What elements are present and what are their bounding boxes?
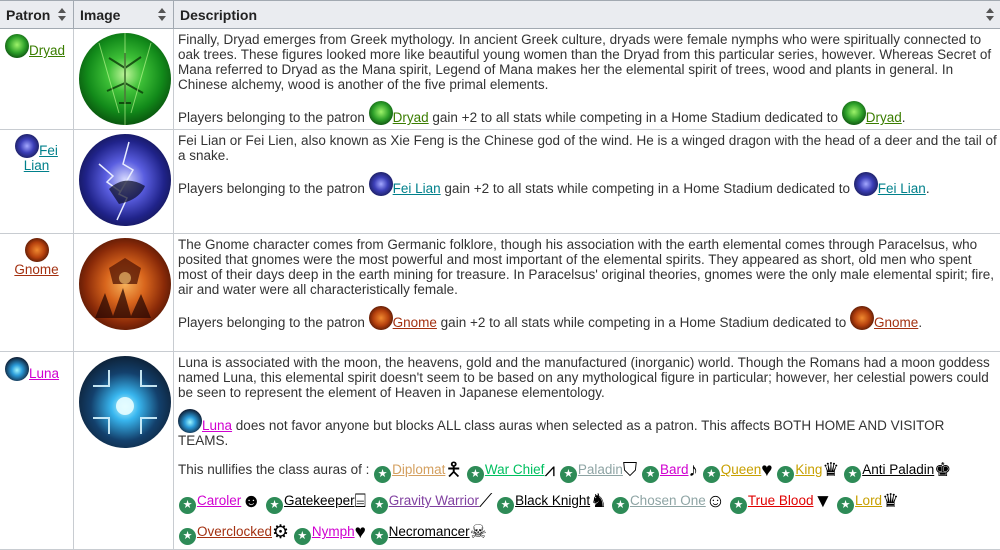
fei-lian-icon[interactable]	[854, 172, 878, 196]
patron-link-fei-lian[interactable]: Fei Lian	[393, 181, 441, 196]
fei-lian-portrait[interactable]	[79, 134, 171, 226]
aura-link[interactable]: Lord	[855, 493, 882, 508]
patron-link-luna[interactable]: Luna	[29, 366, 59, 381]
column-header-description[interactable]: Description	[174, 1, 1000, 29]
image-cell	[74, 234, 174, 352]
person-icon[interactable]: 🯅	[445, 463, 462, 478]
wing-icon[interactable]: ⩘	[544, 463, 555, 478]
stadium-link-fei-lian[interactable]: Fei Lian	[878, 181, 926, 196]
star-icon: ★	[844, 466, 861, 483]
star-icon: ★	[371, 528, 388, 545]
patron-cell	[0, 234, 74, 352]
spiky-crown-icon[interactable]: ♚	[934, 463, 951, 478]
aura-item	[641, 462, 698, 477]
aura-item	[776, 462, 839, 477]
aura-item	[370, 493, 493, 508]
star-icon: ★	[374, 466, 391, 483]
aura-link[interactable]: True Blood	[748, 493, 814, 508]
aura-item	[836, 493, 899, 508]
table-row	[0, 29, 1000, 130]
table-row	[0, 130, 1000, 234]
table-row	[0, 352, 1000, 550]
star-icon: ★	[730, 497, 747, 514]
description-cell	[174, 234, 1000, 352]
aura-link[interactable]: War Chief	[485, 462, 545, 477]
heart-icon[interactable]: ♥	[761, 463, 772, 478]
mask-icon[interactable]: ☻	[241, 494, 261, 509]
blood-icon[interactable]: ▼	[813, 494, 832, 509]
dryad-icon[interactable]	[842, 101, 866, 125]
gnome-figure-icon	[79, 238, 171, 330]
dryad-icon[interactable]	[5, 34, 29, 58]
star-icon: ★	[497, 497, 514, 514]
gnome-portrait[interactable]	[79, 238, 171, 330]
patron-link-fei-lian[interactable]: Fei Lian	[24, 143, 58, 173]
patron-cell	[0, 352, 74, 550]
gnome-icon[interactable]	[369, 306, 393, 330]
image-cell	[74, 29, 174, 130]
aura-item	[370, 524, 487, 539]
aura-link[interactable]: Overclocked	[197, 524, 272, 539]
star-icon: ★	[837, 497, 854, 514]
bonus-text: Players belonging to the patron Gnome gain +2 to all stats while competing in a Home Stadium dedicated to Gnome.	[178, 306, 997, 330]
luna-portrait[interactable]	[79, 356, 171, 448]
stadium-link-gnome[interactable]: Gnome	[874, 315, 918, 330]
horse-icon[interactable]: ♞	[590, 494, 607, 509]
sort-icon[interactable]	[986, 8, 995, 21]
lightning-icon	[79, 134, 171, 226]
aura-link[interactable]: Bard	[660, 462, 689, 477]
aura-item	[496, 493, 607, 508]
crown-icon[interactable]: ♛	[822, 463, 839, 478]
patron-link-luna[interactable]: Luna	[202, 418, 232, 433]
sort-icon[interactable]	[58, 8, 67, 21]
dryad-icon[interactable]	[369, 101, 393, 125]
skull-icon[interactable]: ☠	[470, 525, 487, 540]
aura-item	[178, 493, 261, 508]
gnome-icon[interactable]	[25, 238, 49, 262]
aura-item	[265, 493, 366, 508]
stadium-link-dryad[interactable]: Dryad	[866, 110, 902, 125]
table-row	[0, 234, 1000, 352]
aura-item	[466, 462, 555, 477]
aura-link[interactable]: Caroler	[197, 493, 241, 508]
column-header-patron[interactable]: Patron	[0, 1, 74, 29]
star-icon: ★	[371, 497, 388, 514]
image-cell	[74, 130, 174, 234]
aura-list	[178, 454, 997, 547]
gate-icon[interactable]: ⌸	[355, 494, 366, 509]
patron-link-gnome[interactable]: Gnome	[393, 315, 437, 330]
dryad-figure-icon	[79, 33, 171, 125]
aura-item	[729, 493, 832, 508]
bonus-text: Players belonging to the patron Dryad gain +2 to all stats while competing in a Home Stadium dedicated to Dryad.	[178, 101, 997, 125]
star-icon: ★	[467, 466, 484, 483]
sort-icon[interactable]	[158, 8, 167, 21]
aura-link[interactable]: Black Knight	[515, 493, 590, 508]
aura-item	[293, 524, 366, 539]
sword-icon[interactable]: ⟋	[479, 494, 492, 509]
aura-intro-text: This nullifies the class auras of :	[178, 462, 373, 477]
aura-link[interactable]: Necromancer	[389, 524, 470, 539]
face-icon[interactable]: ☺	[706, 494, 725, 509]
shield-icon[interactable]: ⛉	[623, 463, 637, 478]
description-text: Fei Lian or Fei Lien, also known as Xie Feng is the Chinese god of the wind. He is a winged dragon with the head of a deer and the tail of a snake.	[178, 133, 997, 163]
luna-emblem-icon	[79, 356, 171, 448]
star-icon: ★	[703, 466, 720, 483]
patron-link-dryad[interactable]: Dryad	[29, 43, 65, 58]
star-icon: ★	[777, 466, 794, 483]
star-icon: ★	[642, 466, 659, 483]
aura-item	[178, 524, 289, 539]
luna-icon[interactable]	[5, 357, 29, 381]
fei-lian-icon[interactable]	[15, 134, 39, 158]
description-cell	[174, 352, 1000, 550]
description-text: Finally, Dryad emerges from Greek mythology. In ancient Greek culture, dryads were female nymphs who were spiritually connected to oak trees. These figures looked more like beautiful young women than the Dryad from this particular series, however. Whereas Secret of Mana referred to Dryad as the Mana spirit, Legend of Mana makes her the elemental spirit of trees, wood and plants in general. In Chinese alchemy, wood is another of the five primal elements.	[178, 32, 997, 92]
aura-link[interactable]: Paladin	[578, 462, 623, 477]
aura-item	[559, 462, 637, 477]
column-header-image[interactable]: Image	[74, 1, 174, 29]
crown-icon[interactable]: ♛	[882, 494, 899, 509]
description-text: Luna is associated with the moon, the heavens, gold and the manufactured (inorganic) world. Though the Romans had a moon goddess named Luna, this elemental spirit doesn't seem to be based on any mythological figure in particular; however, her celestial powers could be seen to represent the element of Heaven in Japanese elementology.	[178, 355, 997, 400]
gnome-icon[interactable]	[850, 306, 874, 330]
star-icon: ★	[266, 497, 283, 514]
heart-icon[interactable]: ♥	[355, 525, 366, 540]
description-cell	[174, 29, 1000, 130]
aura-link[interactable]: King	[795, 462, 822, 477]
guitar-icon[interactable]: ♪	[688, 463, 698, 478]
aura-link[interactable]: Queen	[721, 462, 762, 477]
patron-cell	[0, 29, 74, 130]
patron-link-dryad[interactable]: Dryad	[393, 110, 429, 125]
aura-item	[702, 462, 773, 477]
dryad-portrait[interactable]	[79, 33, 171, 125]
aura-link[interactable]: Gatekeeper	[284, 493, 355, 508]
patron-link-gnome[interactable]: Gnome	[14, 262, 58, 277]
description-cell	[174, 130, 1000, 234]
star-icon: ★	[179, 497, 196, 514]
luna-icon[interactable]	[178, 409, 202, 433]
image-cell	[74, 352, 174, 550]
fei-lian-icon[interactable]	[369, 172, 393, 196]
aura-link[interactable]: Nymph	[312, 524, 355, 539]
star-icon: ★	[294, 528, 311, 545]
aura-item	[843, 462, 951, 477]
description-text: The Gnome character comes from Germanic folklore, though his association with the earth elemental comes through Paracelsus, who posited that gnomes were the most powerful and most important of the elemental spirits. They appeared as short, old men who spent most of their days deep in the earth mining for treasure. In Paracelsus' original theories, gnomes were the only male elemental spirit; fire, air and water were all characteristically female.	[178, 237, 997, 297]
aura-link[interactable]: Anti Paladin	[862, 462, 934, 477]
star-icon: ★	[179, 528, 196, 545]
aura-link[interactable]: Gravity Warrior	[389, 493, 479, 508]
aura-link[interactable]: Diplomat	[392, 462, 445, 477]
aura-link[interactable]: Chosen One	[630, 493, 706, 508]
aura-item	[373, 462, 462, 477]
patron-cell	[0, 130, 74, 234]
gear-icon[interactable]: ⚙	[272, 525, 289, 540]
star-icon: ★	[612, 497, 629, 514]
bonus-text: Players belonging to the patron Fei Lian gain +2 to all stats while competing in a Home Stadium dedicated to Fei Lian.	[178, 172, 997, 196]
luna-effect-text: Luna does not favor anyone but blocks ALL class auras when selected as a patron. This affects BOTH HOME AND VISITOR TEAMS.	[178, 409, 997, 448]
aura-item	[611, 493, 725, 508]
star-icon: ★	[560, 466, 577, 483]
